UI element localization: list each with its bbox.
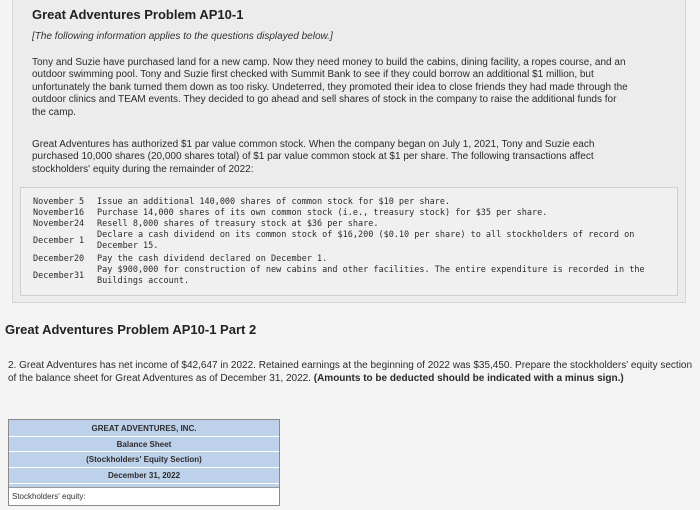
stockholders-equity-row[interactable]: [9, 487, 279, 505]
transaction-desc: Declare a cash dividend on its common stock of $16,200 ($0.10 per share) to all stockholders of record on December 15.: [97, 230, 635, 251]
header-divider: [9, 483, 279, 484]
header-divider: [9, 467, 279, 468]
header-divider: [9, 451, 279, 452]
transaction-row: [33, 219, 663, 230]
question-text: [8, 360, 694, 385]
statement-date: December 31, 2022: [107, 471, 181, 480]
company-name: GREAT ADVENTURES, INC.: [91, 424, 197, 433]
transaction-date: November 5: [33, 197, 85, 207]
transaction-date: November24: [33, 219, 85, 229]
transaction-row: [33, 254, 663, 265]
transaction-desc: Pay $900,000 for construction of new cabins and other facilities. The entire expenditure is recorded in the Buildings account.: [97, 265, 645, 286]
transaction-desc: Pay the cash dividend declared on December 1.: [97, 254, 328, 264]
balance-sheet-table: [8, 419, 280, 506]
question-instruction: (Amounts to be deducted should be indicated with a minus sign.): [313, 372, 624, 384]
transaction-date: December20: [33, 254, 85, 264]
stockholders-equity-label: Stockholders' equity:: [12, 492, 86, 501]
problem-title: Great Adventures Problem AP10-1: [32, 7, 244, 22]
question-body: 2. Great Adventures has net income of $42,647 in 2022. Retained earnings at the beginning of 2022 was $35,450. Prepare the stockholders' equity section of the balance sheet for Great Adventures as of December 31, 2022.: [8, 360, 693, 384]
statement-section: (Stockholders' Equity Section): [86, 455, 202, 464]
transaction-row: [33, 230, 663, 252]
intro-note: [The following information applies to the questions displayed below.]: [32, 31, 333, 42]
transaction-date: November16: [33, 208, 85, 218]
scenario-paragraph-2: Great Adventures has authorized $1 par value common stock. When the company began on July 1, 2021, Tony and Suzie each purchased 10,000 shares (20,000 shares total) of $1 par value common stock at $1 per share. The following transactions affect stockholders' equity during the remainder of 2022:: [32, 139, 595, 175]
transaction-date: December 1: [33, 235, 85, 246]
transaction-row: [33, 265, 663, 287]
scenario-paragraph-1: Tony and Suzie have purchased land for a new camp. Now they need money to build the cabins, dining facility, a ropes course, and an outdoor swimming pool. Tony and Suzie first checked with Summit Bank to see if they could borrow an additional $1 million, but unfortunately the bank turned them down as too risky. Undeterred, they promoted their idea to close friends they had made through the outdoor clinics and TEAM events. They decided to go ahead and sell shares of stock in the company to raise the additional funds for the camp.: [32, 57, 628, 118]
transaction-desc: Purchase 14,000 shares of its own common stock (i.e., treasury stock) for $35 per share.: [97, 208, 548, 218]
header-divider: [9, 436, 279, 437]
statement-name: Balance Sheet: [116, 440, 172, 449]
transaction-row: [33, 208, 663, 219]
transaction-date: December31: [33, 270, 85, 281]
part-title: Great Adventures Problem AP10-1 Part 2: [5, 322, 257, 337]
transactions-box: [20, 187, 678, 296]
balance-sheet-header: [9, 420, 279, 487]
transaction-desc: Issue an additional 140,000 shares of common stock for $10 per share.: [97, 197, 451, 207]
transaction-row: [33, 197, 663, 208]
transaction-desc: Resell 8,000 shares of treasury stock at $36 per share.: [97, 219, 379, 229]
